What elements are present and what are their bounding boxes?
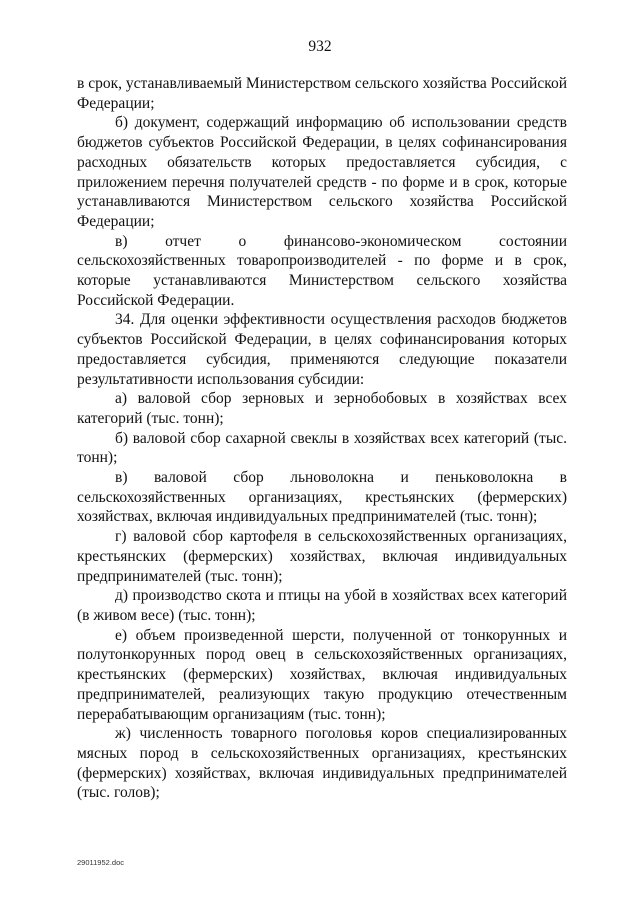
paragraph-item-v: в) отчет о финансово-экономическом состоянии сельскохозяйственных товаропроизводителей - по форме и в срок, которые устанавливаются Министерством сельского хозяйства Российской Федерации. [77, 232, 567, 309]
file-name-footer: 29011952.doc [77, 858, 124, 867]
paragraph-item-b: б) документ, содержащий информацию об использовании средств бюджетов субъектов Российской Федерации, в целях софинансирования расходных обязательств которых предоставляется субсидия, с приложением перечня получателей средств - по форме и в срок, которые устанавливаются Министерством сельского хозяйства Российской Федерации; [77, 114, 567, 230]
paragraph-indicator-a: а) валовой сбор зерновых и зернобобовых в хозяйствах всех категорий (тыс. тонн); [77, 390, 567, 427]
paragraph-indicator-e: е) объем произведенной шерсти, полученной от тонкорунных и полутонкорунных пород овец в сельскохозяйственных организациях, крестьянских (фермерских) хозяйствах, включая индивидуальных предпринимателей, реализующих такую продукцию отечественным перерабатывающим организациям (тыс. тонн); [77, 626, 567, 723]
document-body [77, 74, 567, 803]
paragraph-clause-34: 34. Для оценки эффективности осуществления расходов бюджетов субъектов Российской Федерации, в целях софинансирования которых предоставляется субсидия, применяются следующие показатели результативности использования субсидии: [77, 311, 567, 388]
paragraph-indicator-zh: ж) численность товарного поголовья коров специализированных мясных пород в сельскохозяйственных организациях, крестьянских (фермерских) хозяйствах, включая индивидуальных предпринимателей (тыс. голов); [77, 725, 567, 802]
paragraph-continuation: в срок, устанавливаемый Министерством сельского хозяйства Российской Федерации; [77, 75, 567, 112]
paragraph-indicator-v: в) валовой сбор льноволокна и пеньковолокна в сельскохозяйственных организациях, крестьянских (фермерских) хозяйствах, включая индивидуальных предпринимателей (тыс. тонн); [77, 469, 567, 526]
page-number: 932 [308, 38, 332, 55]
paragraph-indicator-d: д) производство скота и птицы на убой в хозяйствах всех категорий (в живом весе) (тыс. тонн); [77, 587, 567, 624]
paragraph-indicator-g: г) валовой сбор картофеля в сельскохозяйственных организациях, крестьянских (фермерских) хозяйствах, включая индивидуальных предпринимателей (тыс. тонн); [77, 528, 567, 585]
paragraph-indicator-b: б) валовой сбор сахарной свеклы в хозяйствах всех категорий (тыс. тонн); [77, 429, 567, 467]
